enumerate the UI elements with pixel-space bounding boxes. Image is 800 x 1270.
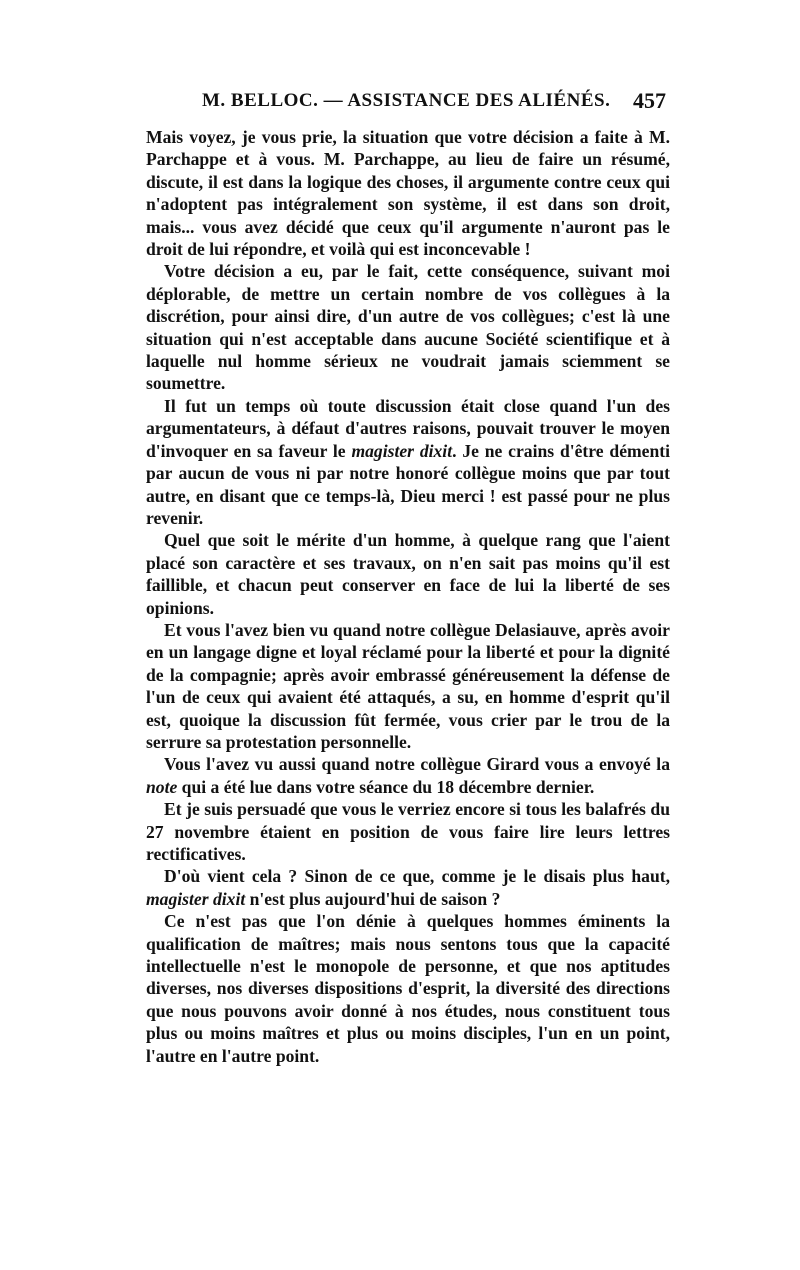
italic-latin-phrase: magister dixit bbox=[351, 440, 453, 461]
paragraph-text: qui a été lue dans votre séance du 18 décembre dernier. bbox=[177, 776, 595, 797]
page-number: 457 bbox=[633, 88, 666, 113]
paragraph-7 bbox=[146, 798, 670, 865]
paragraph-text: Il fut un temps où toute discussion était close quand l'un des argumentateurs, à défaut d'autres raisons, pouvait trouver le moyen d'invoquer en sa faveur le bbox=[146, 395, 670, 461]
paragraph-6 bbox=[146, 753, 670, 798]
paragraph-2 bbox=[146, 260, 670, 394]
paragraph-text: Votre décision a eu, par le fait, cette conséquence, suivant moi déplorable, de mettre un certain nombre de vos collègues à la discrétion, pour ainsi dire, d'un autre de vos collègues; c'est là une situation qui n'est acceptable dans aucune Société scientifique et à laquelle nul homme sérieux ne voudrait jamais sciemment se soumettre. bbox=[146, 261, 670, 394]
italic-word: note bbox=[146, 776, 178, 797]
paragraph-8 bbox=[146, 865, 670, 910]
paragraph-text: Quel que soit le mérite d'un homme, à quelque rang que l'aient placé son caractère et ses travaux, on n'en sait pas moins qu'il est faillible, et chacun peut conserver en face de lui la liberté de ses opinions. bbox=[146, 530, 670, 618]
italic-latin-phrase: magister dixit bbox=[146, 888, 246, 909]
paragraph-text: Ce n'est pas que l'on dénie à quelques hommes éminents la qualification de maîtres; mais nous sentons tous que la capacité intellectuelle n'est le monopole de personne, et que nos aptitudes diverses, nos diverses dispositions d'esprit, la diversité des directions que nous pouvons avoir donné à nos études, nous constituent tous plus ou moins maîtres et plus ou moins disciples, l'un en un point, l'autre en l'autre point. bbox=[146, 911, 670, 1066]
running-head: M. BELLOC. — ASSISTANCE DES ALIÉNÉS. bbox=[202, 90, 611, 111]
paragraph-text: Et je suis persuadé que vous le verriez encore si tous les balafrés du 27 novembre étaient en position de vous faire lire leurs lettres rectificatives. bbox=[146, 799, 670, 864]
paragraph-9 bbox=[146, 910, 670, 1067]
paragraph-5 bbox=[146, 619, 670, 753]
paragraph-text: D'où vient cela ? Sinon de ce que, comme je le disais plus haut, bbox=[164, 866, 670, 887]
paragraph-text: . Je ne crains d'être démenti par aucun de vous ni par notre honoré collègue moins que par tout autre, en disant que ce temps-là, Dieu merci ! est passé pour ne plus revenir. bbox=[146, 440, 671, 528]
paragraph-text: Mais voyez, je vous prie, la situation que votre décision a faite à M. Parchappe et à vous. M. Parchappe, au lieu de faire un résumé, discute, il est dans la logique des choses, il argumente contre ceux qui n'adoptent pas intégralement son système, il est dans son droit, mais... vous avez décidé que ceux qu'il argumente n'auront pas le droit de lui répondre, et voilà qui est inconcevable ! bbox=[146, 127, 670, 260]
body-text bbox=[146, 126, 670, 1067]
page-header bbox=[146, 88, 670, 118]
paragraph-1 bbox=[146, 126, 670, 260]
paragraph-text: Vous l'avez vu aussi quand notre collègue Girard vous a envoyé la bbox=[164, 754, 670, 775]
paragraph-text: Et vous l'avez bien vu quand notre collègue Delasiauve, après avoir en un langage digne et loyal réclamé pour la liberté et pour la dignité de la compagnie; après avoir embrassé généreusement la défense de l'un de ceux qui avaient été attaqués, a su, en homme d'esprit qu'il est, quoique la discussion fût fermée, vous crier par le trou de la serrure sa protestation personnelle. bbox=[146, 619, 670, 752]
paragraph-4 bbox=[146, 529, 670, 619]
paragraph-3 bbox=[146, 395, 670, 529]
paragraph-text: n'est plus aujourd'hui de saison ? bbox=[245, 888, 501, 909]
